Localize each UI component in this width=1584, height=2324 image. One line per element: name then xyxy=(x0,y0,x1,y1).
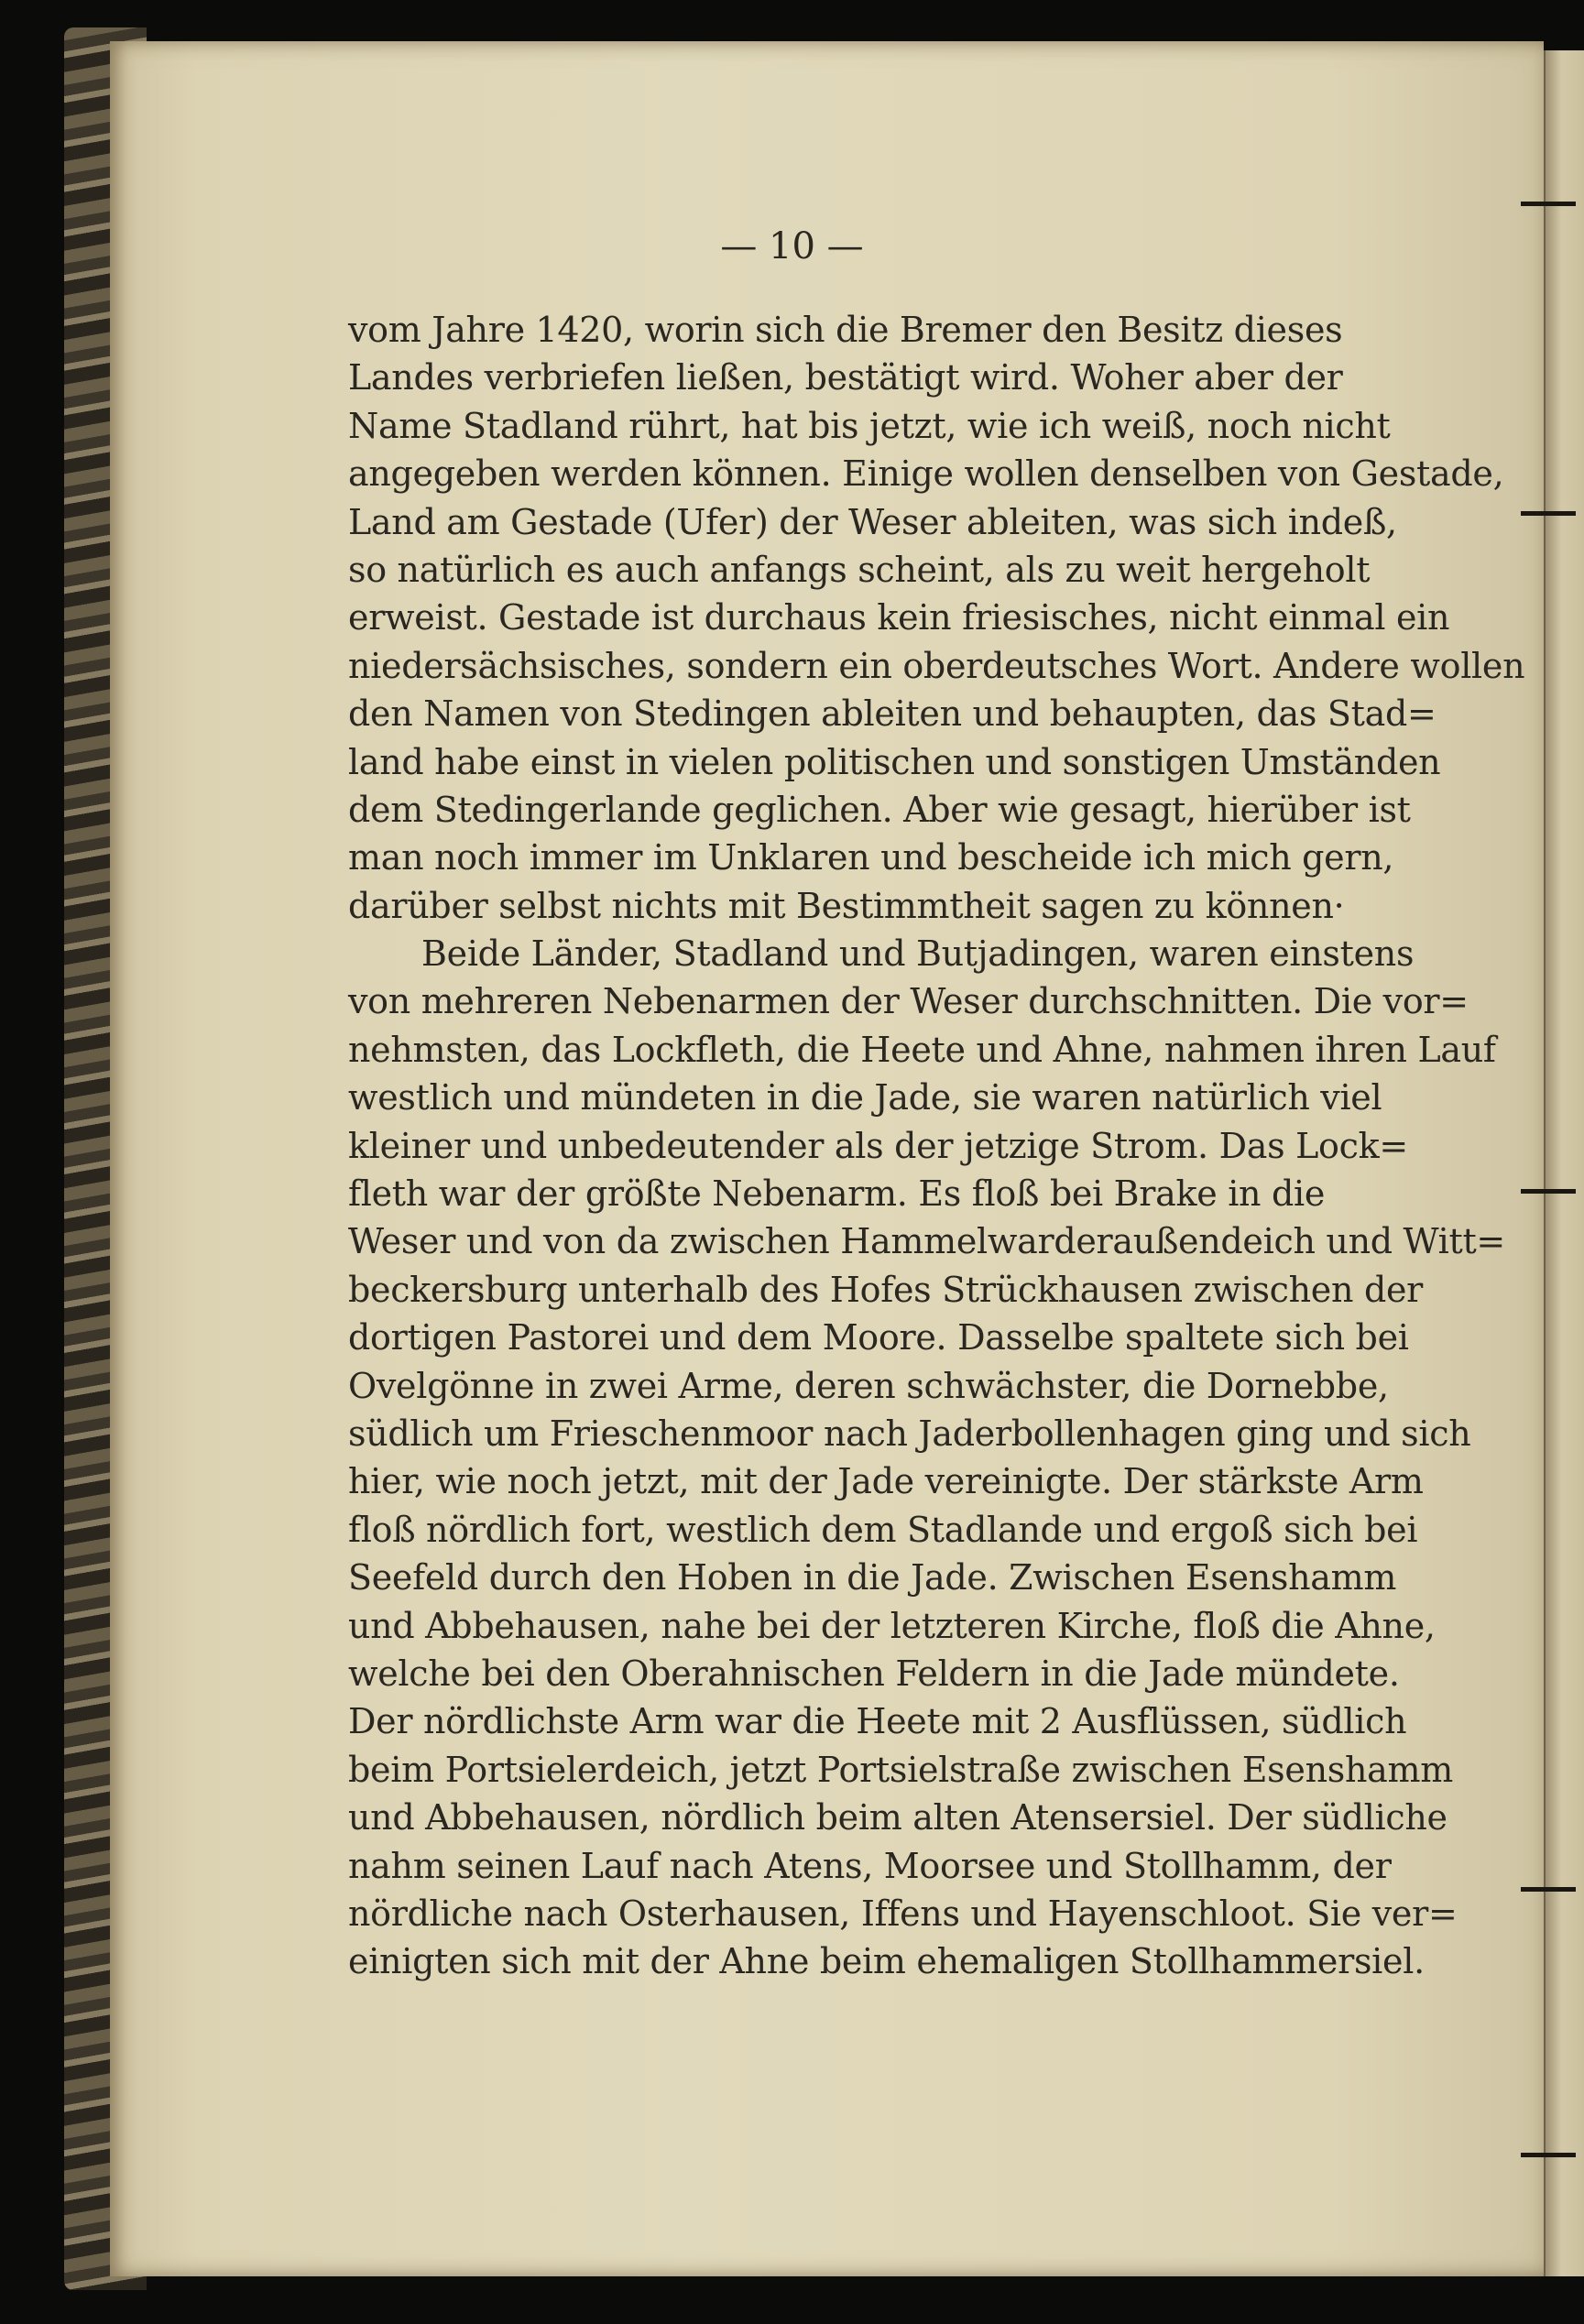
text-line: und Abbehausen, nördlich beim alten Atensersiel. Der südliche xyxy=(348,1797,1447,1838)
page-edge-mark xyxy=(1521,511,1576,516)
text-line: angegeben werden können. Einige wollen denselben von Gestade, xyxy=(348,453,1504,495)
text-line: und Abbehausen, nahe bei der letzteren Kirche, floß die Ahne, xyxy=(348,1605,1436,1646)
text-line: Ovelgönne in zwei Arme, deren schwächster, die Dornebbe, xyxy=(348,1365,1389,1406)
text-line: Weser und von da zwischen Hammelwarderaußendeich und Witt= xyxy=(348,1221,1505,1262)
text-line: nördliche nach Osterhausen, Iffens und Hayenschloot. Sie ver= xyxy=(348,1893,1458,1934)
text-line: fleth war der größte Nebenarm. Es floß bei Brake in die xyxy=(348,1173,1326,1215)
text-line: niedersächsisches, sondern ein oberdeutsches Wort. Andere wollen xyxy=(348,645,1525,686)
text-line: nehmsten, das Lockfleth, die Heete und Ahne, nahmen ihren Lauf xyxy=(348,1029,1496,1070)
page-edge-mark xyxy=(1521,1887,1576,1892)
text-line: land habe einst in vielen politischen und sonstigen Umständen xyxy=(348,741,1441,782)
text-line: Seefeld durch den Hoben in die Jade. Zwischen Esenshamm xyxy=(348,1557,1397,1598)
text-line: von mehreren Nebenarmen der Weser durchschnitten. Die vor= xyxy=(348,981,1469,1022)
text-line: südlich um Frieschenmoor nach Jaderbollenhagen ging und sich xyxy=(348,1413,1471,1454)
page-number: — 10 — xyxy=(720,225,864,267)
text-line: floß nördlich fort, westlich dem Stadlande und ergoß sich bei xyxy=(348,1509,1418,1550)
text-line: einigten sich mit der Ahne beim ehemaligen Stollhammersiel. xyxy=(348,1941,1425,1982)
text-line: darüber selbst nichts mit Bestimmtheit sagen zu können· xyxy=(348,885,1345,926)
text-line: hier, wie noch jetzt, mit der Jade vereinigte. Der stärkste Arm xyxy=(348,1461,1424,1502)
page-edge-mark xyxy=(1521,202,1576,206)
text-line: Land am Gestade (Ufer) der Weser ableiten, was sich indeß, xyxy=(348,501,1397,542)
text-line: kleiner und unbedeutender als der jetzige Strom. Das Lock= xyxy=(348,1125,1408,1166)
text-line: so natürlich es auch anfangs scheint, als zu weit hergeholt xyxy=(348,549,1371,590)
text-line: Name Stadland rührt, hat bis jetzt, wie ich weiß, noch nicht xyxy=(348,405,1391,446)
text-line: Landes verbriefen ließen, bestätigt wird. Woher aber der xyxy=(348,357,1343,398)
next-page-edge xyxy=(1544,50,1584,2276)
page-edge-mark xyxy=(1521,2153,1576,2157)
text-line: beim Portsielerdeich, jetzt Portsielstraße zwischen Esenshamm xyxy=(348,1749,1453,1790)
body-text xyxy=(348,306,1525,1986)
text-line: vom Jahre 1420, worin sich die Bremer den Besitz dieses xyxy=(348,310,1343,350)
text-line: beckersburg unterhalb des Hofes Strückhausen zwischen der xyxy=(348,1269,1424,1310)
text-line: Der nördlichste Arm war die Heete mit 2 Ausflüssen, südlich xyxy=(348,1701,1407,1742)
text-line: nahm seinen Lauf nach Atens, Moorsee und Stollhamm, der xyxy=(348,1845,1392,1886)
text-line: westlich und mündeten in die Jade, sie waren natürlich viel xyxy=(348,1077,1382,1118)
text-line: man noch immer im Unklaren und bescheide ich mich gern, xyxy=(348,837,1394,878)
paragraph-first-line: Beide Länder, Stadland und Butjadingen, waren einstens xyxy=(421,933,1415,975)
text-line: welche bei den Oberahnischen Feldern in die Jade mündete. xyxy=(348,1653,1400,1694)
text-line: erweist. Gestade ist durchaus kein friesisches, nicht einmal ein xyxy=(348,597,1450,638)
text-line: dem Stedingerlande geglichen. Aber wie gesagt, hierüber ist xyxy=(348,789,1411,830)
page-edge-mark xyxy=(1521,1189,1576,1194)
text-line: dortigen Pastorei und dem Moore. Dasselbe spaltete sich bei xyxy=(348,1317,1409,1358)
text-line: den Namen von Stedingen ableiten und behaupten, das Stad= xyxy=(348,693,1437,735)
